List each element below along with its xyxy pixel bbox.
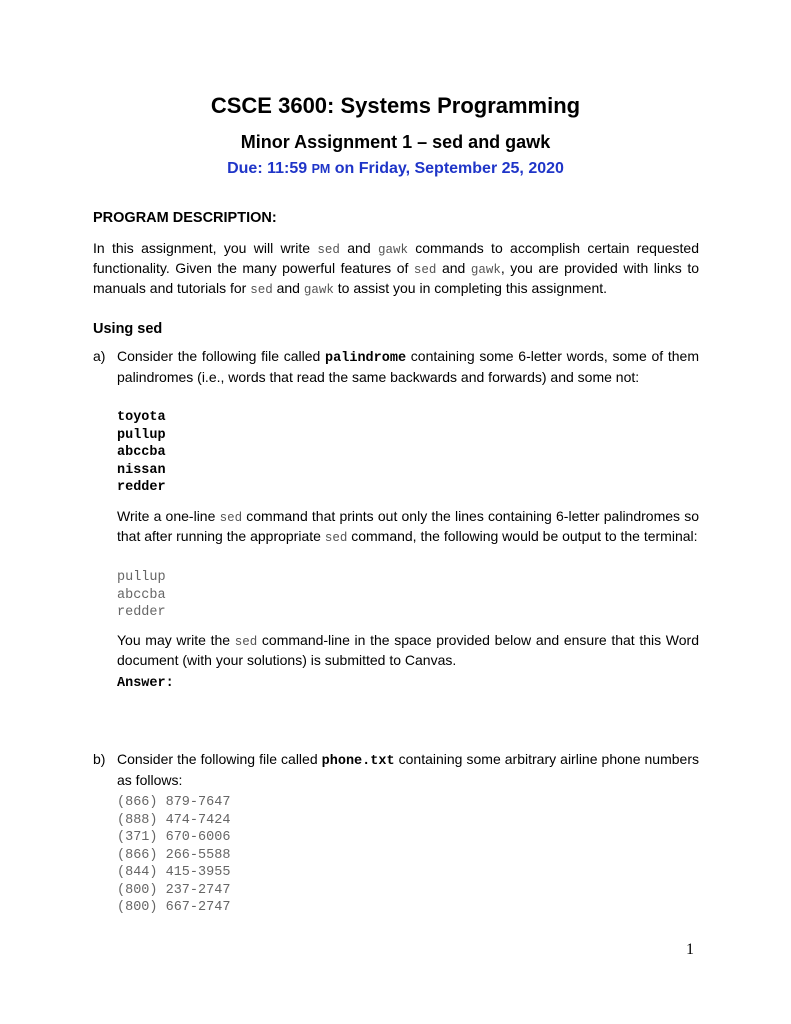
item-b-marker: b) bbox=[93, 751, 106, 767]
answer-label: Answer: bbox=[117, 676, 174, 691]
item-a-instructions: Write a one-line sed command that prints out only the lines containing 6-letter palindromes so that after running the appropriate sed command, the following would be output to the terminal: bbox=[117, 508, 699, 545]
phone-line: (866) 266-5588 bbox=[117, 847, 231, 863]
due-suffix: on Friday, September 25, 2020 bbox=[330, 160, 564, 177]
item-a-submission-note: You may write the sed command-line in the space provided below and ensure that this Word document (with your solutions) is submitted to Canvas. bbox=[117, 632, 699, 668]
word-line: pullup bbox=[117, 427, 166, 443]
program-description-paragraph: In this assignment, you will write sed and gawk commands to accomplish certain requested functionality. Given the many powerful features of sed and gawk, you are provided with links to manuals and tutorials for sed and gawk to assist you in completing this assignment. bbox=[93, 240, 699, 297]
phone-line: (888) 474-7424 bbox=[117, 812, 231, 828]
output-line: redder bbox=[117, 605, 166, 620]
item-b-intro: b) Consider the following file called phone.txt containing some arbitrary airline phone numbers as follows: bbox=[93, 751, 699, 788]
item-a-intro: a) Consider the following file called palindrome containing some 6-letter words, some of them palindromes (i.e., words that read the same backwards and forwards) and some not: bbox=[93, 348, 699, 385]
using-sed-heading: Using sed bbox=[93, 321, 163, 337]
phone-line: (800) 237-2747 bbox=[117, 882, 231, 898]
due-prefix: Due: 11:59 bbox=[227, 160, 312, 177]
word-line: nissan bbox=[117, 462, 166, 478]
phone-line: (866) 879-7647 bbox=[117, 795, 231, 810]
palindrome-file-contents bbox=[117, 409, 166, 497]
word-line: toyota bbox=[117, 410, 166, 425]
phone-line: (800) 667-2747 bbox=[117, 900, 231, 915]
output-line: abccba bbox=[117, 587, 166, 603]
word-line: abccba bbox=[117, 445, 166, 460]
item-a-marker: a) bbox=[93, 348, 106, 364]
program-description-heading: PROGRAM DESCRIPTION: bbox=[93, 210, 277, 226]
due-pm: PM bbox=[311, 162, 331, 176]
phone-line: (371) 670-6006 bbox=[117, 830, 231, 845]
word-line: redder bbox=[117, 480, 166, 495]
phone-file-contents bbox=[117, 794, 230, 917]
expected-output bbox=[117, 569, 166, 622]
page-number: 1 bbox=[686, 941, 694, 958]
output-line: pullup bbox=[117, 570, 166, 585]
assignment-subtitle: Minor Assignment 1 – sed and gawk bbox=[240, 132, 551, 152]
phone-line: (844) 415-3955 bbox=[117, 865, 231, 880]
palindrome-filename: palindrome bbox=[325, 351, 407, 366]
phone-filename: phone.txt bbox=[321, 754, 395, 769]
page-title: CSCE 3600: Systems Programming bbox=[210, 93, 581, 118]
due-date bbox=[0, 160, 791, 178]
